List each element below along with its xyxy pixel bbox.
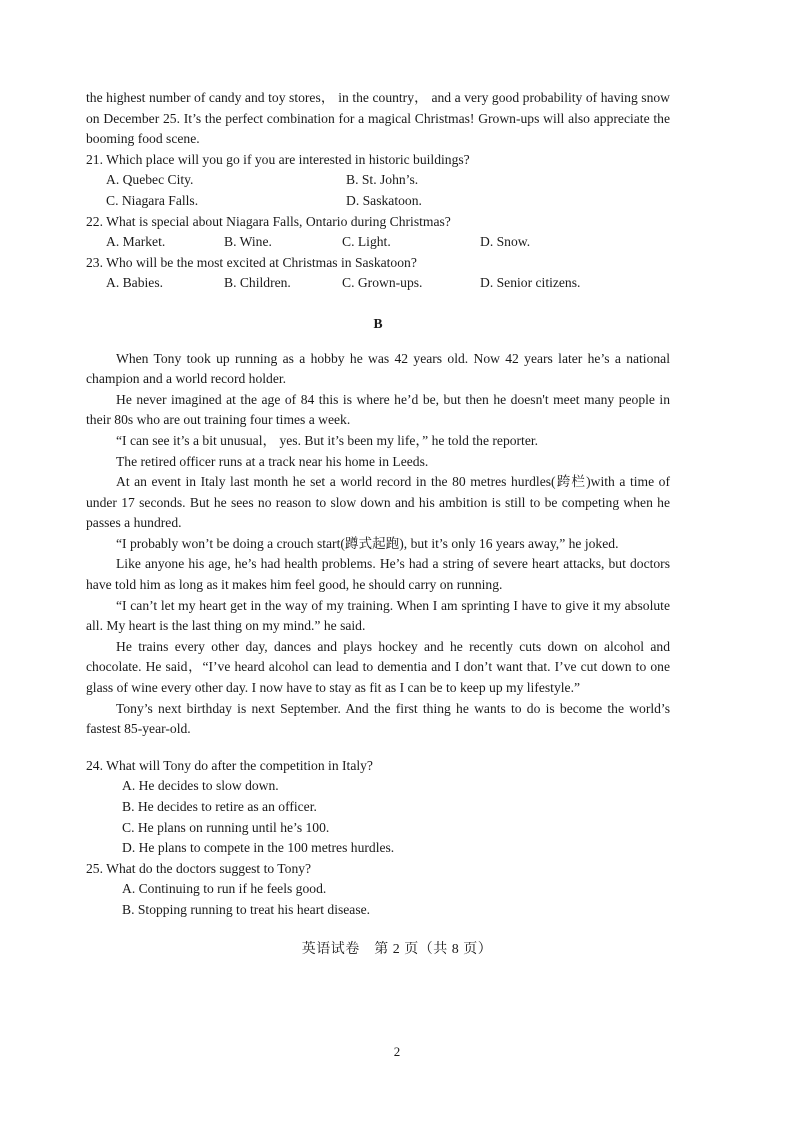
- passage-paragraph-7: Like anyone his age, he’s had health problems. He’s had a string of severe heart attacks, but doctors have told him as long as it makes him feel good, he should carry on running.: [86, 556, 670, 593]
- question-21-option-d: D. Saskatoon.: [346, 192, 422, 208]
- question-21-option-b: B. St. John’s.: [346, 172, 419, 188]
- passage-paragraph-1: When Tony took up running as a hobby he was 42 years old. Now 42 years later he’s a national champion and a world record holder.: [86, 350, 670, 387]
- question-25-text: 25. What do the doctors suggest to Tony?: [86, 860, 312, 876]
- passage-paragraph-2: He never imagined at the age of 84 this is where he’d be, but then he doesn't meet many people in their 80s who are out training four times a week.: [86, 391, 670, 428]
- question-24-option-c: C. He plans on running until he’s 100.: [122, 819, 330, 835]
- question-22-options: [86, 232, 670, 253]
- question-23-text: 23. Who will be the most excited at Christmas in Saskatoon?: [86, 254, 417, 270]
- question-24: [86, 756, 670, 859]
- question-22: [86, 212, 670, 253]
- question-21-options-row-1: [86, 170, 670, 191]
- question-23-option-b: B. Children.: [224, 275, 291, 291]
- question-21-option-a: A. Quebec City.: [106, 172, 194, 188]
- passage-paragraph-6: “I probably won’t be doing a crouch start(蹲式起跑), but it’s only 16 years away,” he joked.: [116, 535, 619, 551]
- question-23-option-c: C. Grown-ups.: [342, 275, 423, 291]
- passage-paragraph-9: He trains every other day, dances and plays hockey and he recently cuts down on alcohol and chocolate. He said，“I’ve heard alcohol can lead to dementia and I don’t want that. I’ve cut down to one glass of wine every other day. I now have to stay as fit as I can be to keep up my lifestyle.”: [86, 638, 670, 696]
- question-21: [86, 150, 670, 212]
- question-25-option-b: B. Stopping running to treat his heart disease.: [122, 901, 371, 917]
- question-25-option-a: A. Continuing to run if he feels good.: [122, 881, 327, 897]
- spacer: [86, 740, 670, 756]
- passage-paragraph-8: “I can’t let my heart get in the way of my training. When I am sprinting I have to give it my absolute all. My heart is the last thing on my mind.” he said.: [86, 597, 670, 634]
- passage-paragraph-5: At an event in Italy last month he set a world record in the 80 metres hurdles(跨栏)with a time of under 17 seconds. But he sees no reason to slow down and his ambition is still to be competing when he passes a hundred.: [86, 474, 670, 531]
- question-24-option-d: D. He plans to compete in the 100 metres hurdles.: [122, 840, 395, 856]
- question-22-option-a: A. Market.: [106, 234, 166, 250]
- passage-paragraph-3: “I can see it’s a bit unusual， yes. But it’s been my life，” he told the reporter.: [116, 432, 539, 448]
- page-content: [86, 88, 670, 921]
- page-number: 2: [393, 1044, 401, 1059]
- question-23: [86, 253, 670, 294]
- question-21-options-row-2: [86, 191, 670, 212]
- passage-paragraph-10: Tony’s next birthday is next September. And the first thing he wants to do is become the world’s fastest 85-year-old.: [86, 700, 670, 737]
- question-22-text: 22. What is special about Niagara Falls, Ontario during Christmas?: [86, 213, 451, 229]
- passage-paragraph-4: The retired officer runs at a track near his home in Leeds.: [116, 453, 429, 469]
- section-b-passage: [86, 349, 670, 740]
- section-b-title: B: [373, 315, 383, 331]
- question-24-text: 24. What will Tony do after the competition in Italy?: [86, 757, 373, 773]
- question-22-option-d: D. Snow.: [480, 234, 531, 250]
- question-24-option-b: B. He decides to retire as an officer.: [122, 799, 317, 814]
- question-25: [86, 859, 670, 921]
- question-21-text: 21. Which place will you go if you are interested in historic buildings?: [86, 151, 470, 167]
- question-24-option-a: A. He decides to slow down.: [122, 778, 279, 794]
- question-22-option-b: B. Wine.: [224, 234, 272, 250]
- question-23-option-a: A. Babies.: [106, 275, 164, 291]
- question-23-options: [86, 273, 670, 294]
- question-21-option-c: C. Niagara Falls.: [106, 192, 199, 208]
- intro-paragraph-tail: the highest number of candy and toy stores， in the country， and a very good probability of having snow on December 25. It’s the perfect combination for a magical Christmas! Grown-ups will also appreciate the booming food scene.: [86, 90, 670, 147]
- question-22-option-c: C. Light.: [342, 234, 391, 250]
- question-23-option-d: D. Senior citizens.: [480, 275, 581, 291]
- page-footer: 英语试卷 第 2 页（共 8 页）: [301, 942, 493, 957]
